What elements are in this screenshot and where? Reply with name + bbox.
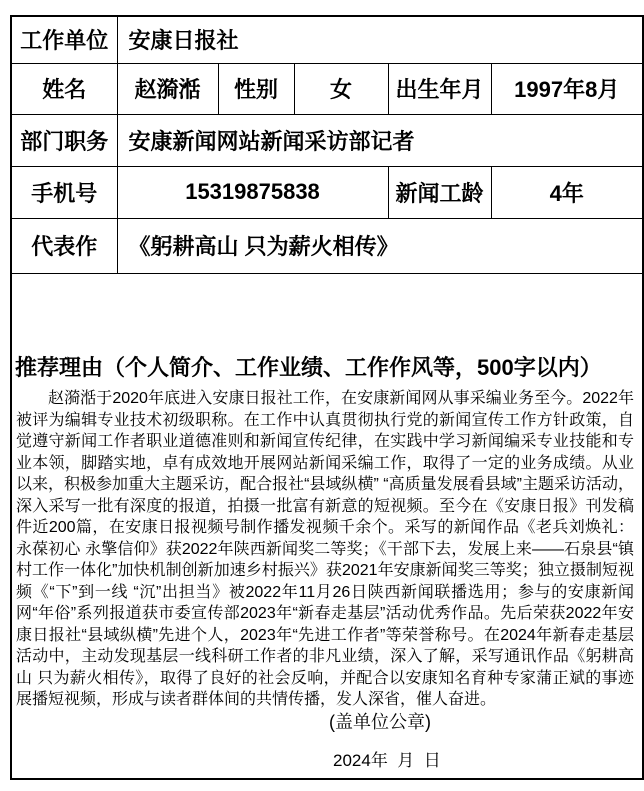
table-row-name-gender-birth [11,63,643,114]
news-experience-label: 新闻工龄 [388,166,491,218]
gender-label: 性别 [218,63,294,114]
recommendation-form-table [10,15,644,780]
table-row-work-unit [11,16,643,63]
recommendation-cell [11,273,643,779]
department-value: 安康新闻网站新闻采访部记者 [117,114,643,166]
phone-value: 15319875838 [117,166,388,218]
work-unit-label: 工作单位 [11,16,117,63]
phone-label: 手机号 [11,166,117,218]
representative-work-value: 《躬耕高山 只为薪火相传》 [117,218,643,273]
official-seal-note: (盖单位公章) [329,712,431,732]
work-unit-value: 安康日报社 [117,16,643,63]
signature-date-line: 2024年 月 日 [333,751,441,770]
name-value: 赵漪湉 [117,63,218,114]
recommendation-body-paragraph: 赵漪湉于2020年底进入安康日报社工作，在安康新闻网从事采编业务至今。2022年被评为编辑专业技术初级职称。在工作中认真贯彻执行党的新闻宣传工作方针政策，自觉遵守新闻工作者职业道德准则和新闻宣传纪律，在实践中学习新闻编采专业技能和专业本领，脚踏实地，卓有成效地开展网站新闻采编工作，取得了一定的业务成绩。从业以来，积极参加重大主题采访，配合报社“县域纵横” “高质量发展看县域”主题采访活动，深入采写一批有深度的报道，拍摄一批富有新意的短视频。至今在《安康日报》刊发稿件近200篇，在安康日报视频号制作播发视频千余个。采写的新闻作品《老兵刘焕礼：永葆初心 永擎信仰》获2022年陕西新闻奖二等奖；《干部下去，发展上来——石泉县“镇村工作一体化”加快机制创新加速乡村振兴》获2021年安康新闻奖三等奖；独立摄制短视频《“下”到一线 “沉”出担当》被2022年11月26日陕西新闻联播选用；参与的安康新闻网“年俗”系列报道获市委宣传部2023年“新春走基层”活动优秀作品。先后荣获2022年安康日报社“县域纵横”先进个人，2023年“先进工作者”等荣誉称号。在2024年新春走基层活动中，主动发现基层一线科研工作者的非凡业绩，深入了解，采写通讯作品《躬耕高山 只为薪火相传》，取得了良好的社会反响，并配合以安康知名育种专家蒲正斌的事迹展播短视频，形成与读者群体间的共情传播，发人深省，催人奋进。 [16,390,635,708]
table-row-recommendation [11,273,643,779]
representative-work-label: 代表作 [11,218,117,273]
name-label: 姓名 [11,63,117,114]
department-label: 部门职务 [11,114,117,166]
recommendation-heading: 推荐理由（个人简介、工作业绩、工作作风等，500字以内） [15,355,602,380]
birth-value: 1997年8月 [491,63,643,114]
table-row-representative-work [11,218,643,273]
table-row-phone-experience [11,166,643,218]
birth-label: 出生年月 [388,63,491,114]
gender-value: 女 [294,63,388,114]
news-experience-value: 4年 [491,166,643,218]
table-row-department [11,114,643,166]
